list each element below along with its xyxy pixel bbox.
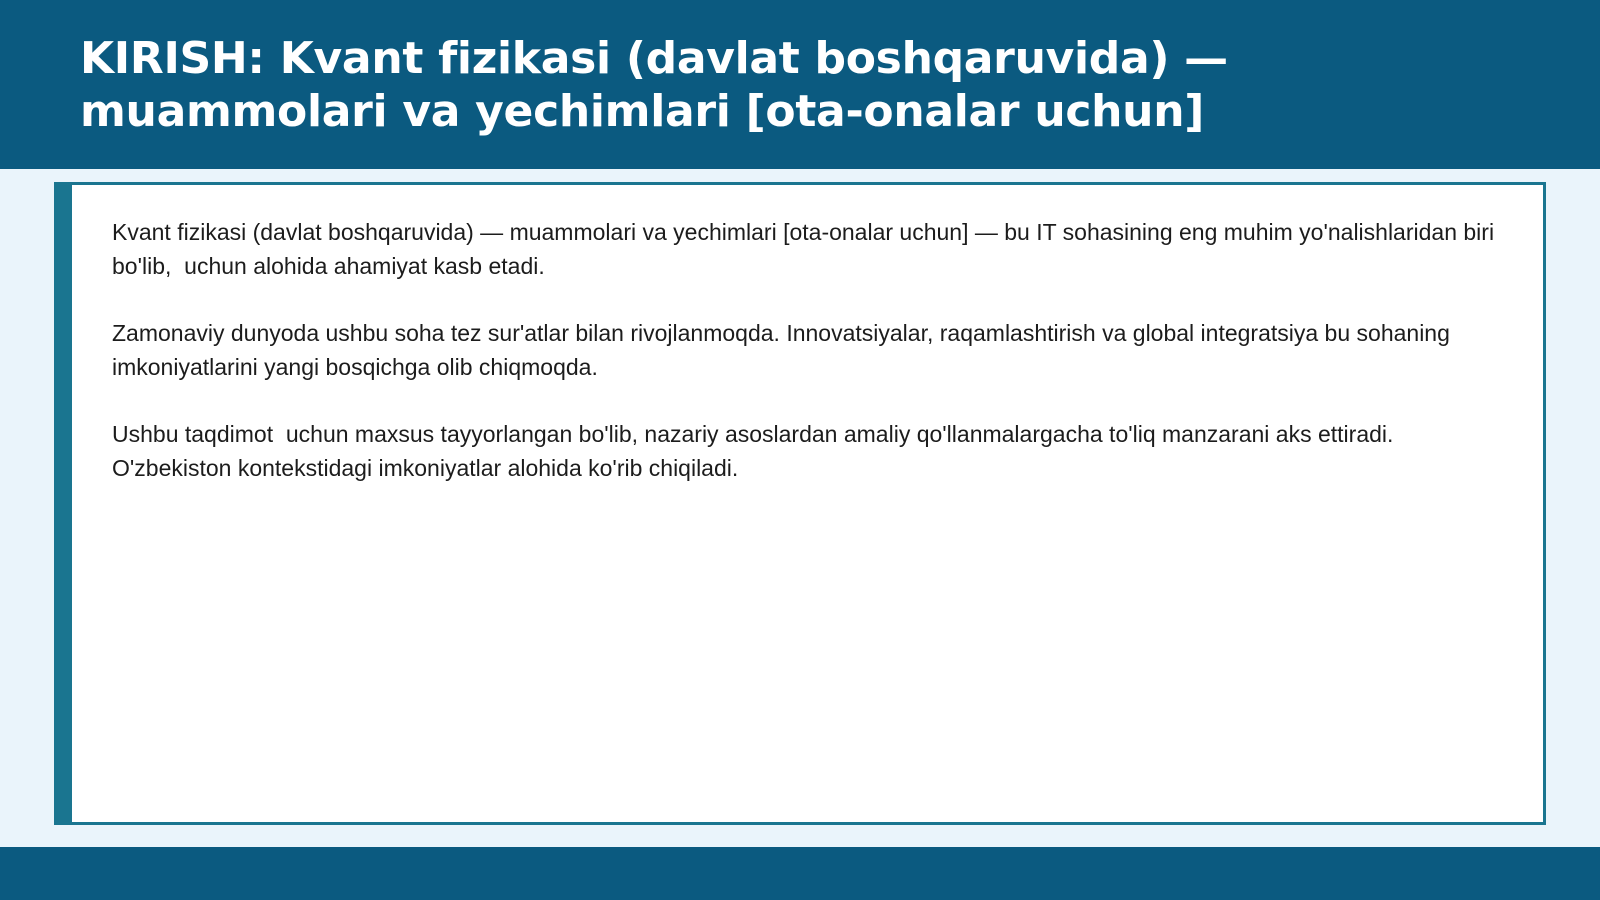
slide-title: KIRISH: Kvant fizikasi (davlat boshqaruvida) — muammolari va yechimlari [ota-onalar uchun] [80,33,1228,137]
slide-header [0,0,1600,169]
paragraph-modern-world: Zamonaviy dunyoda ushbu soha tez sur'atlar bilan rivojlanmoqda. Innovatsiyalar, raqamlashtirish va global integratsiya bu sohaning imkoniyatlarini yangi bosqichga olib chiqmoqda. [112,320,1457,380]
slide-footer [0,847,1600,900]
paragraph-presentation: Ushbu taqdimot uchun maxsus tayyorlangan bo'lib, nazariy asoslardan amaliy qo'llanmalargacha to'liq manzarani aks ettiradi. O'zbekiston kontekstidagi imkoniyatlar alohida ko'rib chiqiladi. [112,421,1400,481]
content-box [54,182,1546,825]
paragraph-intro: Kvant fizikasi (davlat boshqaruvida) — muammolari va yechimlari [ota-onalar uchun] — bu IT sohasining eng muhim yo'nalishlaridan biri bo'lib, uchun alohida ahamiyat kasb etadi. [112,219,1501,279]
